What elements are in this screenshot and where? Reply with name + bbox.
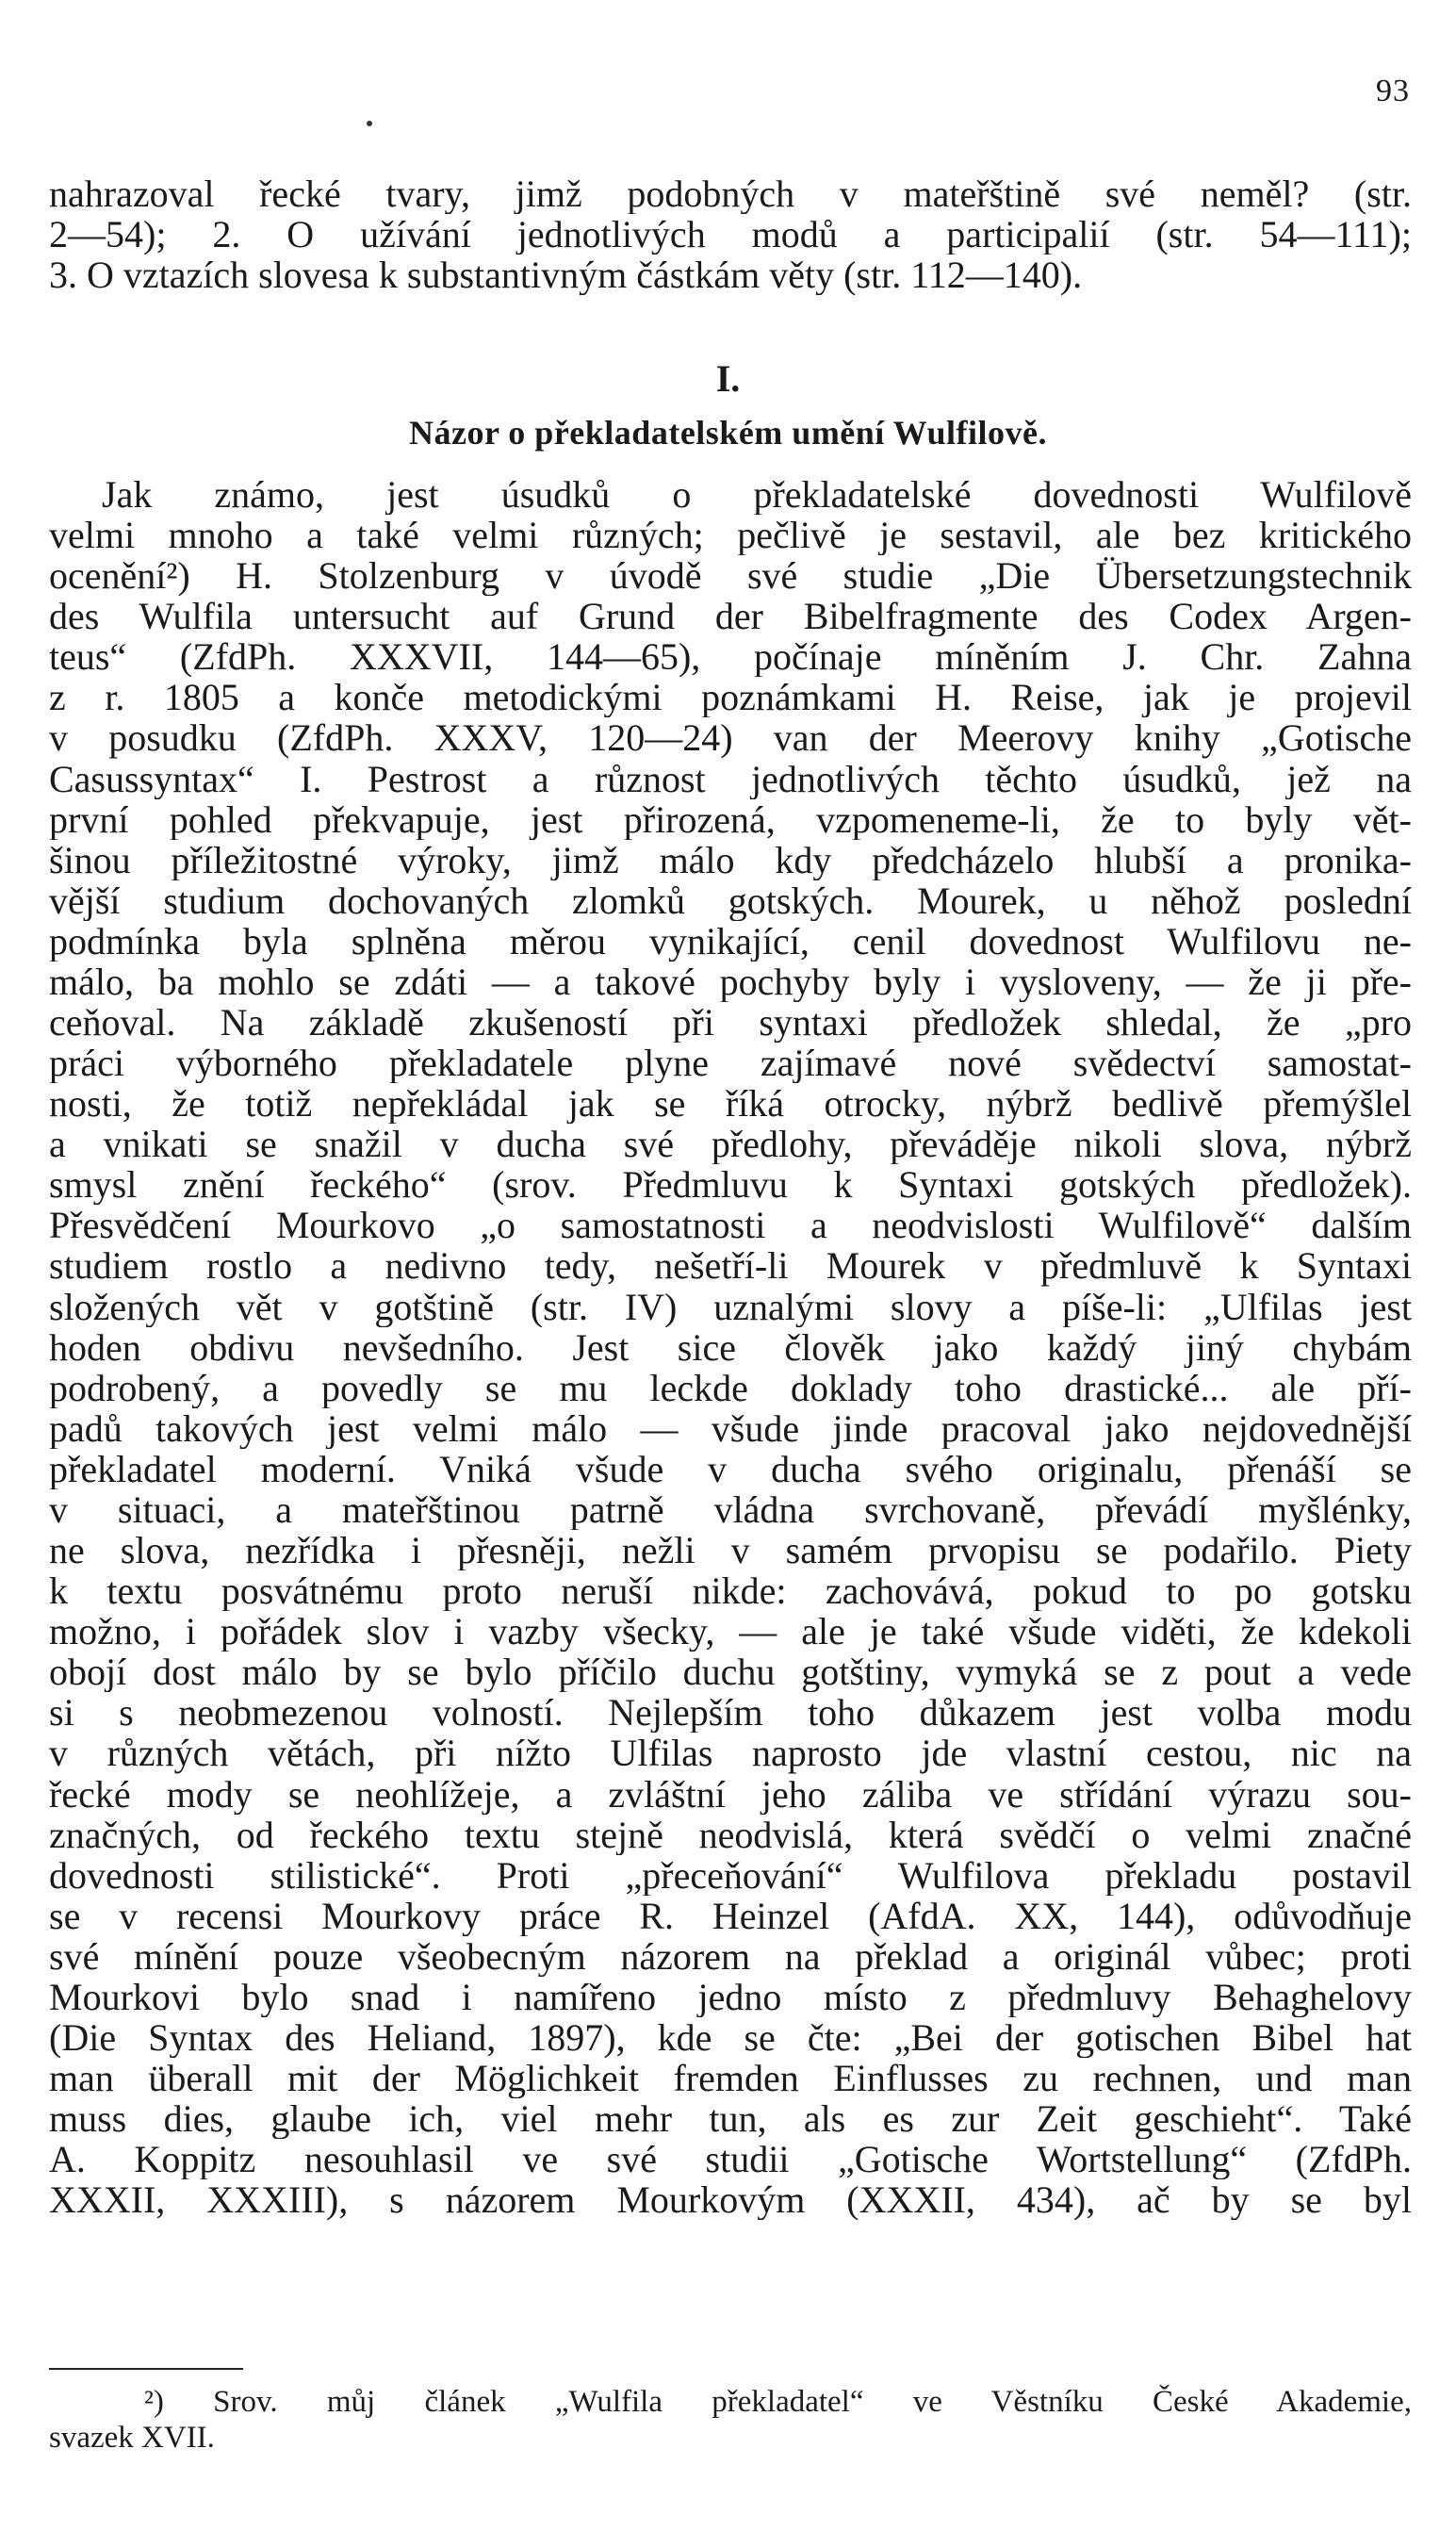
text-line: podmínka byla splněna měrou vynikající, cenil dovednost Wulfilovu ne- [49, 920, 1412, 961]
text-line: 3. O vztazích slovesa k substantivným částkám věty (str. 112—140). [49, 255, 1083, 296]
text-line: Přesvědčení Mourkovo „o samostatnosti a neodvislosti Wulfilově“ dalším [49, 1205, 1412, 1246]
text-line: vější studium dochovaných zlomků gotských. Mourek, u něhož poslední [49, 879, 1412, 921]
text-line: šinou příležitostné výroky, jimž málo kdy předcházelo hlubší a pronika- [49, 839, 1412, 880]
text-line: padů takových jest velmi málo — všude jinde pracoval jako nejdovednější [49, 1407, 1412, 1449]
text-line: v situaci, a mateřštinou patrně vládna svrchovaně, převádí myšlénky, [49, 1488, 1412, 1531]
text-line: první pohled překvapuje, jest přirozená, vzpomeneme-li, že to byly vět- [49, 798, 1412, 840]
text-line: překladatel moderní. Vniká všude v ducha svého originalu, přenáší se [49, 1448, 1412, 1489]
text-line: man überall mit der Möglichkeit fremden Einflusses zu rechnen, und man [49, 2058, 1412, 2099]
text-line: Mourkovi bylo snad i namířeno jedno místo z předmluvy Behaghelovy [49, 1976, 1412, 2017]
footnote-line: svazek XVII. [49, 2421, 215, 2455]
text-line: Jak známo, jest úsudků o překladatelské dovednosti Wulfilově [102, 474, 1412, 516]
section-title: Názor o překladatelském umění Wulfilově. [409, 414, 1047, 452]
text-line: k textu posvátnému proto neruší nikde: zachovává, pokud to po gotsku [49, 1570, 1412, 1612]
text-line: hoden obdivu nevšedního. Jest sice člověk jako každý jiný chybám [49, 1326, 1412, 1368]
text-line: řecké mody se neohlížeje, a zvláštní jeho záliba ve střídání výrazu sou- [49, 1773, 1412, 1815]
text-line: si s neobmezenou volností. Nejlepším toho důkazem jest volba modu [49, 1692, 1412, 1734]
page-number: 93 [1376, 74, 1410, 108]
text-line: muss dies, glaube ich, viel mehr tun, als es zur Zeit geschieht“. Také [49, 2098, 1412, 2140]
text-line: podrobený, a povedly se mu leckde doklady toho drastické... ale pří- [49, 1367, 1412, 1408]
text-line: možno, i pořádek slov i vazby všecky, — ale je také všude viděti, že kdekoli [49, 1611, 1412, 1652]
text-line: značných, od řeckého textu stejně neodvislá, která svědčí o velmi značné [49, 1814, 1412, 1855]
text-line: velmi mnoho a také velmi různých; pečlivě je sestavil, ale bez kritického [49, 515, 1412, 556]
text-line: Casussyntax“ I. Pestrost a různost jednotlivých těchto úsudků, jež na [49, 758, 1412, 799]
text-line: (Die Syntax des Heliand, 1897), kde se čte: „Bei der gotischen Bibel hat [49, 2016, 1412, 2059]
text-line: své mínění pouze všeobecným názorem na překlad a originál vůbec; proti [49, 1935, 1412, 1977]
footnote [49, 2384, 1412, 2456]
text-line: nosti, že totiž nepřekládal jak se říká otrocky, nýbrž bedlivě přemýšlel [49, 1083, 1412, 1125]
text-line: ocenění²) H. Stolzenburg v úvodě své studie „Die Übersetzungstechnik [49, 555, 1412, 597]
intro-text [49, 173, 1412, 295]
text-line: v posudku (ZfdPh. XXXV, 120—24) van der Meerovy knihy „Gotische [49, 717, 1412, 759]
text-line: studiem rostlo a nedivno tedy, nešetří-li Mourek v předmluvě k Syntaxi [49, 1245, 1412, 1287]
text-line: složených vět v gotštině (str. IV) uznalými slovy a píše-li: „Ulfilas jest [49, 1286, 1412, 1327]
text-line: v různých větách, při nížto Ulfilas naprosto jde vlastní cestou, nic na [49, 1733, 1412, 1774]
text-line: nahrazoval řecké tvary, jimž podobných v mateřštině své neměl? (str. [49, 173, 1412, 215]
section-number: I. [715, 357, 741, 400]
text-line: teus“ (ZfdPh. XXXVII, 144—65), počínaje míněním J. Chr. Zahna [49, 636, 1412, 678]
text-line: dovednosti stilistické“. Proti „přeceňování“ Wulfilova překladu postavil [49, 1854, 1412, 1896]
footnote-rule [49, 2368, 243, 2370]
footnote-line: ²) Srov. můj článek „Wulfila překladatel“ ve Věstníku České Akademie, [144, 2385, 1412, 2419]
text-line: smysl znění řeckého“ (srov. Předmluvu k Syntaxi gotských předložek). [49, 1164, 1412, 1206]
text-line: obojí dost málo by se bylo příčilo duchu gotštiny, vymyká se z pout a vede [49, 1652, 1412, 1693]
text-line: práci výborného překladatele plyne zajímavé nové svědectví samostat- [49, 1043, 1412, 1084]
text-line: des Wulfila untersucht auf Grund der Bibelfragmente des Codex Argen- [49, 596, 1412, 637]
text-line: se v recensi Mourkovy práce R. Heinzel (AfdA. XX, 144), odůvodňuje [49, 1895, 1412, 1936]
main-paragraph [49, 474, 1412, 2220]
text-line: XXXII, XXXIII), s názorem Mourkovým (XXXII, 434), ač by se byl [49, 2179, 1412, 2221]
text-line: z r. 1805 a konče metodickými poznámkami H. Reise, jak je projevil [49, 677, 1412, 718]
text-line: 2—54); 2. O užívání jednotlivých modů a participalií (str. 54—111); [49, 214, 1412, 255]
text-line: ne slova, nezřídka i přesněji, nežli v samém prvopisu se podařilo. Piety [49, 1530, 1412, 1571]
text-line: A. Koppitz nesouhlasil ve své studii „Gotische Wortstellung“ (ZfdPh. [49, 2139, 1412, 2180]
ink-speck [367, 121, 372, 126]
text-line: a vnikati se snažil v ducha své předlohy, převáděje nikoli slova, nýbrž [49, 1124, 1412, 1165]
text-line: ceňoval. Na základě zkušeností při syntaxi předložek shledal, že „pro [49, 1002, 1412, 1044]
text-line: málo, ba mohlo se zdáti — a takové pochyby byly i vysloveny, — že ji pře- [49, 961, 1412, 1003]
